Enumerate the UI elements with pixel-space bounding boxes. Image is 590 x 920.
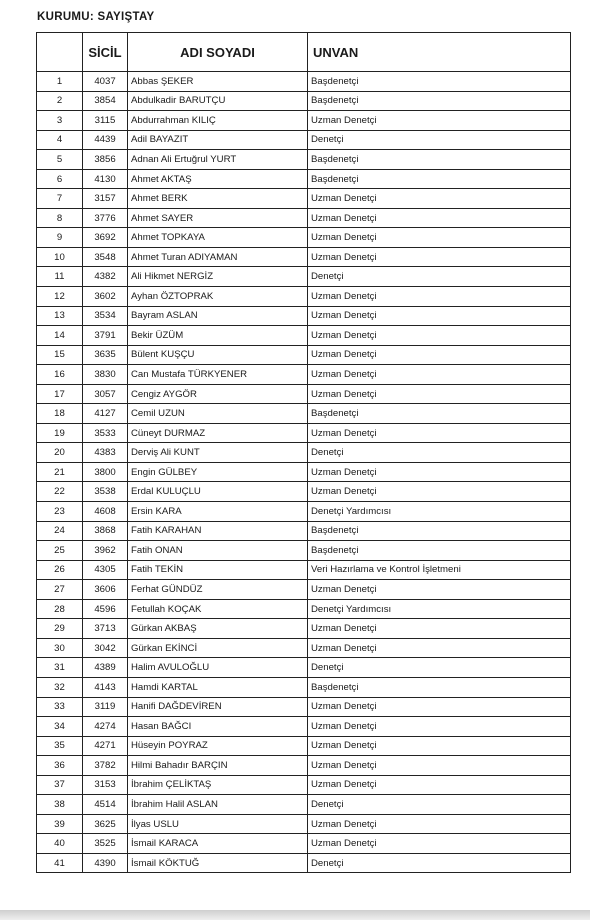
row-unvan: Uzman Denetçi: [308, 775, 571, 795]
row-number: 32: [37, 677, 83, 697]
row-name: Fatih TEKİN: [128, 560, 308, 580]
row-name: İbrahim Halil ASLAN: [128, 795, 308, 815]
row-name: Gürkan EKİNCİ: [128, 638, 308, 658]
table-row: [37, 306, 571, 326]
row-unvan: Uzman Denetçi: [308, 834, 571, 854]
row-number: 4: [37, 130, 83, 150]
row-number: 23: [37, 502, 83, 522]
row-unvan: Uzman Denetçi: [308, 423, 571, 443]
row-unvan: Başdenetçi: [308, 677, 571, 697]
row-number: 28: [37, 599, 83, 619]
row-unvan: Denetçi: [308, 267, 571, 287]
table-row: [37, 150, 571, 170]
row-number: 10: [37, 247, 83, 267]
table-row: [37, 443, 571, 463]
table-row: [37, 834, 571, 854]
row-sicil: 3962: [83, 541, 128, 561]
row-number: 36: [37, 756, 83, 776]
table-row: [37, 130, 571, 150]
row-name: İlyas USLU: [128, 814, 308, 834]
table-row: [37, 697, 571, 717]
row-number: 6: [37, 169, 83, 189]
row-unvan: Uzman Denetçi: [308, 384, 571, 404]
row-sicil: 3854: [83, 91, 128, 111]
row-name: İsmail KÖKTUĞ: [128, 853, 308, 873]
row-unvan: Uzman Denetçi: [308, 365, 571, 385]
row-sicil: 3533: [83, 423, 128, 443]
table-row: [37, 638, 571, 658]
row-unvan: Uzman Denetçi: [308, 287, 571, 307]
row-name: Cengiz AYGÖR: [128, 384, 308, 404]
table-row: [37, 169, 571, 189]
row-sicil: 3525: [83, 834, 128, 854]
row-sicil: 4037: [83, 72, 128, 92]
row-unvan: Başdenetçi: [308, 521, 571, 541]
row-name: İsmail KARACA: [128, 834, 308, 854]
row-unvan: Başdenetçi: [308, 541, 571, 561]
row-number: 16: [37, 365, 83, 385]
row-number: 9: [37, 228, 83, 248]
row-unvan: Uzman Denetçi: [308, 482, 571, 502]
row-unvan: Uzman Denetçi: [308, 814, 571, 834]
table-row: [37, 91, 571, 111]
row-sicil: 3800: [83, 462, 128, 482]
row-sicil: 4390: [83, 853, 128, 873]
row-sicil: 4127: [83, 404, 128, 424]
personnel-table: [36, 32, 571, 873]
row-name: Ahmet BERK: [128, 189, 308, 209]
table-row: [37, 345, 571, 365]
row-sicil: 3776: [83, 208, 128, 228]
table-row: [37, 619, 571, 639]
row-sicil: 3157: [83, 189, 128, 209]
row-sicil: 3119: [83, 697, 128, 717]
row-unvan: Başdenetçi: [308, 169, 571, 189]
table-row: [37, 267, 571, 287]
row-sicil: 3625: [83, 814, 128, 834]
table-row: [37, 287, 571, 307]
row-sicil: 3115: [83, 111, 128, 131]
row-sicil: 4382: [83, 267, 128, 287]
row-number: 21: [37, 462, 83, 482]
row-number: 3: [37, 111, 83, 131]
row-unvan: Uzman Denetçi: [308, 228, 571, 248]
row-name: Ahmet TOPKAYA: [128, 228, 308, 248]
table-row: [37, 580, 571, 600]
row-name: Adil BAYAZIT: [128, 130, 308, 150]
scan-bottom-edge: [0, 910, 590, 920]
header-sicil: SİCİL: [83, 33, 128, 72]
row-number: 34: [37, 717, 83, 737]
table-body: [37, 72, 571, 873]
table-row: [37, 521, 571, 541]
row-unvan: Denetçi: [308, 658, 571, 678]
row-number: 33: [37, 697, 83, 717]
row-name: Bekir ÜZÜM: [128, 326, 308, 346]
row-number: 35: [37, 736, 83, 756]
row-unvan: Uzman Denetçi: [308, 189, 571, 209]
row-unvan: Başdenetçi: [308, 404, 571, 424]
table-row: [37, 717, 571, 737]
row-number: 26: [37, 560, 83, 580]
row-name: Fatih ONAN: [128, 541, 308, 561]
table-row: [37, 502, 571, 522]
row-name: Fatih KARAHAN: [128, 521, 308, 541]
row-sicil: 3602: [83, 287, 128, 307]
row-name: Engin GÜLBEY: [128, 462, 308, 482]
row-number: 13: [37, 306, 83, 326]
table-row: [37, 72, 571, 92]
row-sicil: 4143: [83, 677, 128, 697]
row-sicil: 4514: [83, 795, 128, 815]
row-unvan: Denetçi: [308, 443, 571, 463]
row-number: 11: [37, 267, 83, 287]
table-row: [37, 384, 571, 404]
row-unvan: Uzman Denetçi: [308, 247, 571, 267]
row-number: 2: [37, 91, 83, 111]
row-sicil: 3692: [83, 228, 128, 248]
row-number: 37: [37, 775, 83, 795]
row-unvan: Başdenetçi: [308, 91, 571, 111]
table-row: [37, 326, 571, 346]
row-number: 8: [37, 208, 83, 228]
row-number: 25: [37, 541, 83, 561]
row-sicil: 3538: [83, 482, 128, 502]
table-row: [37, 404, 571, 424]
row-sicil: 3782: [83, 756, 128, 776]
row-name: Halim AVULOĞLU: [128, 658, 308, 678]
row-name: İbrahim ÇELİKTAŞ: [128, 775, 308, 795]
table-row: [37, 756, 571, 776]
row-sicil: 4439: [83, 130, 128, 150]
row-name: Ahmet SAYER: [128, 208, 308, 228]
row-unvan: Uzman Denetçi: [308, 717, 571, 737]
row-unvan: Uzman Denetçi: [308, 208, 571, 228]
table-row: [37, 111, 571, 131]
table-row: [37, 677, 571, 697]
row-name: Hilmi Bahadır BARÇIN: [128, 756, 308, 776]
row-name: Hüseyin POYRAZ: [128, 736, 308, 756]
table-row: [37, 795, 571, 815]
row-number: 1: [37, 72, 83, 92]
row-sicil: 4305: [83, 560, 128, 580]
row-sicil: 4271: [83, 736, 128, 756]
row-unvan: Başdenetçi: [308, 72, 571, 92]
row-name: Adnan Ali Ertuğrul YURT: [128, 150, 308, 170]
row-name: Gürkan AKBAŞ: [128, 619, 308, 639]
row-unvan: Denetçi Yardımcısı: [308, 599, 571, 619]
row-sicil: 4608: [83, 502, 128, 522]
table-row: [37, 541, 571, 561]
row-number: 39: [37, 814, 83, 834]
header-name: ADI SOYADI: [128, 33, 308, 72]
row-number: 38: [37, 795, 83, 815]
row-name: Hasan BAĞCI: [128, 717, 308, 737]
row-unvan: Denetçi: [308, 853, 571, 873]
table-row: [37, 228, 571, 248]
row-number: 14: [37, 326, 83, 346]
row-sicil: 3713: [83, 619, 128, 639]
row-number: 12: [37, 287, 83, 307]
row-number: 18: [37, 404, 83, 424]
row-sicil: 3606: [83, 580, 128, 600]
row-sicil: 4274: [83, 717, 128, 737]
header-no: [37, 33, 83, 72]
row-unvan: Uzman Denetçi: [308, 326, 571, 346]
row-sicil: 3153: [83, 775, 128, 795]
header-unvan: UNVAN: [308, 33, 571, 72]
row-number: 30: [37, 638, 83, 658]
table-header-row: [37, 33, 571, 72]
row-number: 17: [37, 384, 83, 404]
row-number: 20: [37, 443, 83, 463]
row-name: Ayhan ÖZTOPRAK: [128, 287, 308, 307]
table-row: [37, 853, 571, 873]
table-row: [37, 462, 571, 482]
row-name: Cüneyt DURMAZ: [128, 423, 308, 443]
row-name: Ersin KARA: [128, 502, 308, 522]
table-row: [37, 423, 571, 443]
row-name: Abdulkadir BARUTÇU: [128, 91, 308, 111]
table-row: [37, 189, 571, 209]
table-row: [37, 247, 571, 267]
row-unvan: Uzman Denetçi: [308, 697, 571, 717]
row-sicil: 3635: [83, 345, 128, 365]
row-number: 22: [37, 482, 83, 502]
row-name: Can Mustafa TÜRKYENER: [128, 365, 308, 385]
row-name: Abdurrahman KILIÇ: [128, 111, 308, 131]
row-sicil: 4383: [83, 443, 128, 463]
row-sicil: 3534: [83, 306, 128, 326]
row-name: Cemil UZUN: [128, 404, 308, 424]
table-row: [37, 814, 571, 834]
row-unvan: Denetçi: [308, 795, 571, 815]
row-name: Ahmet AKTAŞ: [128, 169, 308, 189]
row-sicil: 3868: [83, 521, 128, 541]
row-sicil: 4130: [83, 169, 128, 189]
row-number: 15: [37, 345, 83, 365]
row-unvan: Uzman Denetçi: [308, 306, 571, 326]
row-number: 31: [37, 658, 83, 678]
table-row: [37, 599, 571, 619]
row-unvan: Denetçi Yardımcısı: [308, 502, 571, 522]
row-name: Ali Hikmet NERGİZ: [128, 267, 308, 287]
table-row: [37, 775, 571, 795]
row-name: Bayram ASLAN: [128, 306, 308, 326]
row-sicil: 3548: [83, 247, 128, 267]
row-sicil: 3042: [83, 638, 128, 658]
row-unvan: Denetçi: [308, 130, 571, 150]
page-heading: KURUMU: SAYIŞTAY: [37, 11, 155, 23]
row-unvan: Uzman Denetçi: [308, 638, 571, 658]
row-name: Abbas ŞEKER: [128, 72, 308, 92]
row-number: 41: [37, 853, 83, 873]
row-number: 24: [37, 521, 83, 541]
table-row: [37, 208, 571, 228]
row-unvan: Uzman Denetçi: [308, 580, 571, 600]
row-unvan: Uzman Denetçi: [308, 619, 571, 639]
row-name: Ahmet Turan ADIYAMAN: [128, 247, 308, 267]
row-unvan: Veri Hazırlama ve Kontrol İşletmeni: [308, 560, 571, 580]
row-name: Ferhat GÜNDÜZ: [128, 580, 308, 600]
row-number: 5: [37, 150, 83, 170]
row-number: 29: [37, 619, 83, 639]
row-number: 19: [37, 423, 83, 443]
table-row: [37, 365, 571, 385]
row-sicil: 4596: [83, 599, 128, 619]
row-name: Erdal KULUÇLU: [128, 482, 308, 502]
row-name: Fetullah KOÇAK: [128, 599, 308, 619]
row-number: 40: [37, 834, 83, 854]
row-unvan: Uzman Denetçi: [308, 462, 571, 482]
row-unvan: Uzman Denetçi: [308, 736, 571, 756]
row-unvan: Uzman Denetçi: [308, 756, 571, 776]
row-name: Bülent KUŞÇU: [128, 345, 308, 365]
table-row: [37, 658, 571, 678]
row-sicil: 4389: [83, 658, 128, 678]
row-sicil: 3057: [83, 384, 128, 404]
row-name: Hamdi KARTAL: [128, 677, 308, 697]
row-sicil: 3830: [83, 365, 128, 385]
table-row: [37, 736, 571, 756]
row-unvan: Uzman Denetçi: [308, 111, 571, 131]
row-number: 27: [37, 580, 83, 600]
table-row: [37, 560, 571, 580]
table-row: [37, 482, 571, 502]
row-sicil: 3791: [83, 326, 128, 346]
row-name: Hanifi DAĞDEVİREN: [128, 697, 308, 717]
row-number: 7: [37, 189, 83, 209]
row-name: Derviş Ali KUNT: [128, 443, 308, 463]
row-unvan: Uzman Denetçi: [308, 345, 571, 365]
row-unvan: Başdenetçi: [308, 150, 571, 170]
row-sicil: 3856: [83, 150, 128, 170]
